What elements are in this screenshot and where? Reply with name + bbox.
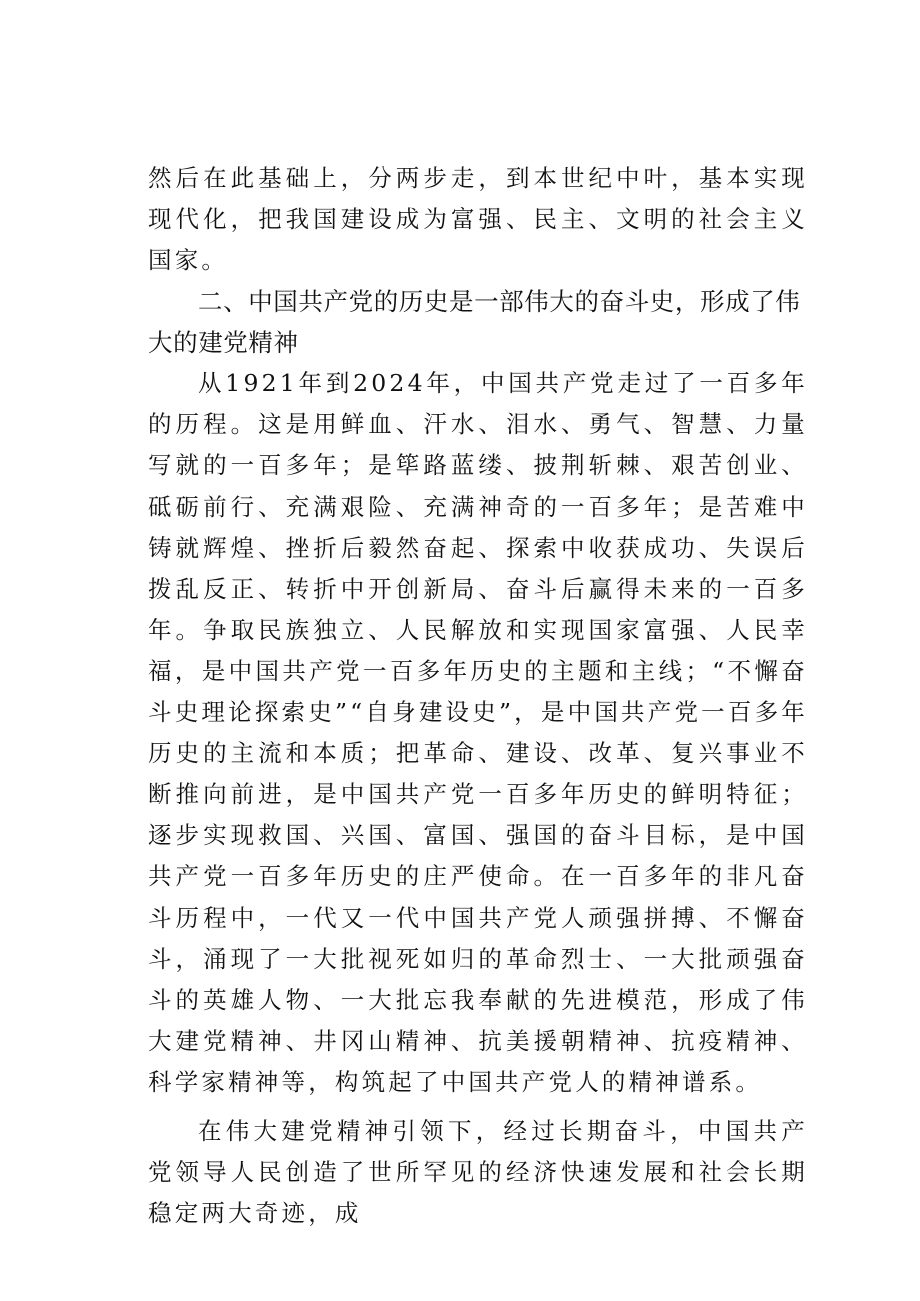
document-body	[148, 158, 808, 1234]
paragraph-continuation: 然后在此基础上，分两步走，到本世纪中叶，基本实现现代化，把我国建设成为富强、民主、文明的社会主义国家。	[148, 164, 808, 275]
section-heading: 二、中国共产党的历史是一部伟大的奋斗史，形成了伟大的建党精神	[148, 287, 801, 358]
paragraph-history: 从1921年到2024年，中国共产党走过了一百多年的历程。这是用鲜血、汗水、泪水、勇气、智慧、力量写就的一百多年；是筚路蓝缕、披荆斩棘、艰苦创业、砥砺前行、充满艰险、充满神奇的一百多年；是苦难中铸就辉煌、挫折后毅然奋起、探索中收获成功、失误后拨乱反正、转折中开创新局、奋斗后赢得未来的一百多年。争取民族独立、人民解放和实现国家富强、人民幸福，是中国共产党一百多年历史的主题和主线；“不懈奋斗史理论探索史”“自身建设史”，是中国共产党一百多年历史的主流和本质；把革命、建设、改革、复兴事业不断推向前进，是中国共产党一百多年历史的鲜明特征；逐步实现救国、兴国、富国、强国的奋斗目标，是中国共产党一百多年历史的庄严使命。在一百多年的非凡奋斗历程中，一代又一代中国共产党人顽强拼搏、不懈奋斗，涌现了一大批视死如归的革命烈士、一大批顽强奋斗的英雄人物、一大批忘我奉献的先进模范，形成了伟大建党精神、井冈山精神、抗美援朝精神、抗疫精神、科学家精神等，构筑起了中国共产党人的精神谱系。	[148, 369, 808, 1096]
paragraph-miracles: 在伟大建党精神引领下，经过长期奋斗，中国共产党领导人民创造了世所罕见的经济快速发展和社会长期稳定两大奇迹，成	[148, 1116, 808, 1228]
